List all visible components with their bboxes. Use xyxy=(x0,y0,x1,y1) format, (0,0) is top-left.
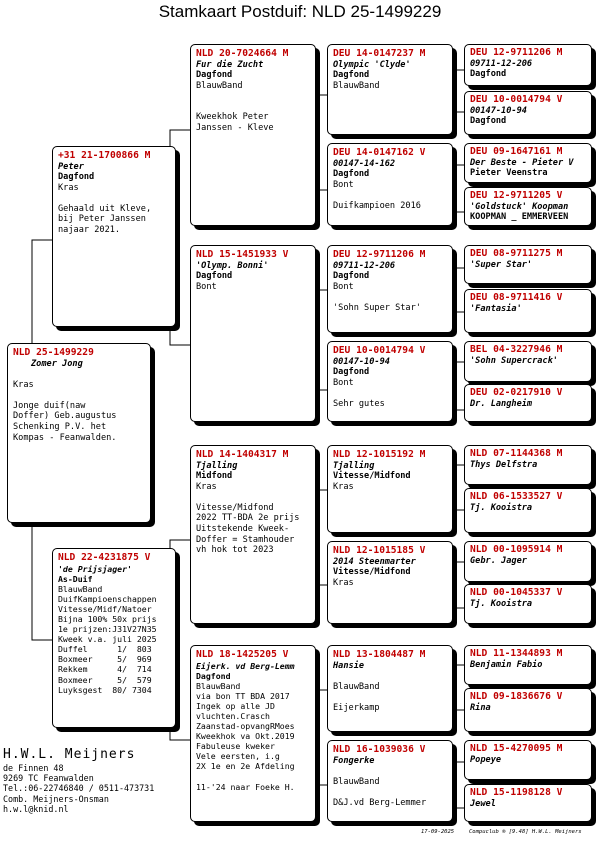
pigeon-color: BlauwBand xyxy=(196,680,241,691)
ring-number: NLD 15-1198128 V xyxy=(470,787,563,798)
ring-number: NLD 09-1836676 V xyxy=(470,691,563,702)
ring-number: DEU 12-9711206 M xyxy=(333,249,426,260)
ring-number: NLD 15-1451933 V xyxy=(196,249,289,260)
pigeon-color: Kras xyxy=(13,379,34,390)
pigeon-card-g4[interactable] xyxy=(464,584,592,624)
pigeon-color: Bont xyxy=(333,179,354,190)
pigeon-class: Dagfond xyxy=(333,169,370,180)
note-line: Vitesse/Midfond xyxy=(196,502,274,513)
pigeon-class xyxy=(333,671,447,682)
pigeon-name: Rina xyxy=(470,702,491,713)
pigeon-class: KOOPMAN _ EMMERVEEN xyxy=(470,212,569,223)
pigeon-card-mmf[interactable] xyxy=(327,645,453,732)
pigeon-card-g4[interactable] xyxy=(464,245,592,284)
pigeon-color: BlauwBand xyxy=(333,776,380,787)
pigeon-card-ff[interactable] xyxy=(190,44,316,226)
pigeon-class: As-Duif xyxy=(58,573,93,584)
note-line: vluchten.Crasch xyxy=(196,710,270,721)
note-line: 2022 TT-BDA 2e prijs xyxy=(196,513,300,524)
footer-date: 17-09-2025 xyxy=(421,829,455,835)
pigeon-name: Benjamin Fabio xyxy=(470,659,543,670)
owner-info xyxy=(3,746,154,814)
pigeon-card-ffm[interactable] xyxy=(327,143,453,226)
pigeon-card-g4[interactable] xyxy=(464,688,592,732)
owner-name: H.W.L. Meijners xyxy=(3,747,136,762)
footer-software: Compuclub ® [9.48] H.W.L. Meijners xyxy=(469,829,582,835)
result-row: Boxmeer 5/ 579 xyxy=(58,674,152,685)
pigeon-color: Bont xyxy=(196,281,217,292)
pigeon-card-g4[interactable] xyxy=(464,143,592,183)
pigeon-name: 00147-10-94 xyxy=(333,356,390,367)
pigeon-card-mother[interactable] xyxy=(52,548,176,728)
note-line: 2X 1e en 2e Afdeling xyxy=(196,761,295,772)
pigeon-class: Dagfond xyxy=(333,70,370,81)
ring-number: DEU 09-1647161 M xyxy=(470,146,563,157)
result-row: Boxmeer 5/ 969 xyxy=(58,654,152,665)
note-line xyxy=(333,388,447,399)
pigeon-class: Dagfond xyxy=(470,116,507,127)
pigeon-color: BlauwBand xyxy=(333,80,380,91)
ring-number: NLD 22-4231875 V xyxy=(58,552,151,563)
pigeon-name: Fur die Zucht xyxy=(196,59,264,70)
note-line xyxy=(333,692,447,703)
pigeon-name: Der Beste - Pieter V xyxy=(470,157,574,168)
pigeon-name: Dr. Langheim xyxy=(470,398,533,409)
note-line: via bon TT BDA 2017 xyxy=(196,690,290,701)
ring-number: NLD 11-1344893 M xyxy=(470,648,563,659)
pigeon-name: Popeye xyxy=(470,754,502,765)
note-line: 'Sohn Super Star' xyxy=(333,302,421,313)
pigeon-card-g4[interactable] xyxy=(464,91,592,135)
pigeon-name: 'Super Star' xyxy=(470,259,533,270)
pigeon-class: Dagfond xyxy=(333,271,370,282)
pigeon-name: Tjalling xyxy=(196,460,238,471)
note-line: DuifKampioenschappen xyxy=(58,593,157,604)
ring-number: NLD 12-1015192 M xyxy=(333,449,426,460)
note-line: vh hok tot 2023 xyxy=(196,545,274,556)
ring-number: NLD 25-1499229 xyxy=(13,347,94,358)
pigeon-card-g4[interactable] xyxy=(464,384,592,422)
pigeon-name: 'Sohn Supercrack' xyxy=(470,355,558,366)
ring-number: NLD 00-1045337 V xyxy=(470,587,563,598)
pigeon-name: Zomer Jong xyxy=(31,358,83,369)
note-line: Jonge duif(naw xyxy=(13,400,86,411)
pigeon-color: BlauwBand xyxy=(333,681,380,692)
note-line: Kompas - Feanwalden. xyxy=(13,432,117,443)
ring-number: DEU 10-0014794 V xyxy=(470,94,563,105)
note-line: Bijna 100% 50x prijs xyxy=(58,613,157,624)
note-line: Duifkampioen 2016 xyxy=(333,200,421,211)
ring-number: NLD 15-4270095 M xyxy=(470,743,563,754)
note-line xyxy=(333,292,447,303)
note-line xyxy=(196,102,310,113)
pigeon-class: Dagfond xyxy=(58,172,95,183)
note-line: Eijerkamp xyxy=(333,702,380,713)
pigeon-color: Bont xyxy=(333,281,354,292)
note-line: 1e prijzen:J31V27N35 xyxy=(58,624,157,635)
note-line: Ingek op alle JD xyxy=(196,700,275,711)
pigeon-card-fmf[interactable] xyxy=(327,245,453,333)
pigeon-card-g4[interactable] xyxy=(464,187,592,226)
pigeon-card-fff[interactable] xyxy=(327,44,453,135)
ring-number: DEU 10-0014794 V xyxy=(333,345,426,356)
note-line: Schenking P.V. het xyxy=(13,422,107,433)
note-line: Vele eersten, i.g xyxy=(196,751,280,762)
ring-number: NLD 06-1533527 V xyxy=(470,491,563,502)
note-line xyxy=(333,787,447,798)
note-line: Doffer = Stamhouder xyxy=(196,534,295,545)
pigeon-name: Tjalling xyxy=(333,460,375,471)
pigeon-class: Vitesse/Midfond xyxy=(333,471,411,482)
note-line: Kweek v.a. juli 2025 xyxy=(58,634,157,645)
pigeon-card-g4[interactable] xyxy=(464,44,592,86)
ring-number: DEU 14-0147162 V xyxy=(333,147,426,158)
note-line: bij Peter Janssen xyxy=(58,214,146,225)
pigeon-name: 'Olymp. Bonni' xyxy=(196,260,269,271)
result-row: Rekkem 4/ 714 xyxy=(58,664,152,675)
pigeon-name: 09711-12-206 xyxy=(470,58,533,69)
note-line: Sehr gutes xyxy=(333,398,385,409)
pigeon-class: Midfond xyxy=(196,471,233,482)
ring-number: NLD 20-7024664 M xyxy=(196,48,289,59)
ring-number: NLD 12-1015185 V xyxy=(333,545,426,556)
owner-city: 9269 TC Feanwalden xyxy=(3,773,94,784)
ring-number: BEL 04-3227946 M xyxy=(470,344,563,355)
pigeon-card-mfm[interactable] xyxy=(327,541,453,624)
note-line: D&J.vd Berg-Lemmer xyxy=(333,797,427,808)
pigeon-color: Kras xyxy=(196,481,217,492)
pigeon-name: 09711-12-206 xyxy=(333,260,396,271)
ring-number: NLD 14-1404317 M xyxy=(196,449,289,460)
race-results xyxy=(58,644,170,694)
pigeon-card-father[interactable] xyxy=(52,146,176,327)
pigeon-name: Peter xyxy=(58,161,84,172)
note-line xyxy=(196,91,310,102)
note-line: 11-'24 naar Foeke H. xyxy=(196,781,295,792)
pigeon-card-g4[interactable] xyxy=(464,541,592,582)
owner-email: h.w.l@knid.nl xyxy=(3,803,69,814)
pigeon-card-mf[interactable] xyxy=(190,445,316,624)
pigeon-color: Kras xyxy=(333,481,354,492)
ring-number: DEU 02-0217910 V xyxy=(470,387,563,398)
note-line: Janssen - Kleve xyxy=(196,123,274,134)
pigeon-card-g4[interactable] xyxy=(464,645,592,685)
ring-number: DEU 14-0147237 M xyxy=(333,48,426,59)
pigeon-name: 2014 Steenmarter xyxy=(333,556,416,567)
pigeon-card-g4[interactable] xyxy=(464,740,592,780)
note-line: Gehaald uit Kleve, xyxy=(58,203,152,214)
pigeon-card-g4[interactable] xyxy=(464,488,592,533)
pigeon-card-mm[interactable] xyxy=(190,645,316,822)
note-line: najaar 2021. xyxy=(58,225,121,236)
pigeon-name: Gebr. Jager xyxy=(470,555,527,566)
note-line xyxy=(333,190,447,201)
note-line: Doffer) Geb.augustus xyxy=(13,411,117,422)
pigeon-card-g4[interactable] xyxy=(464,341,592,382)
note-line: Kweekhok Peter xyxy=(196,112,269,123)
pigeon-card-mmm[interactable] xyxy=(327,740,453,822)
pigeon-class: Pieter Veenstra xyxy=(470,168,548,179)
ring-number: NLD 13-1804487 M xyxy=(333,649,426,660)
pigeon-name: Eijerk. vd Berg-Lemm xyxy=(196,660,295,671)
note-line xyxy=(196,492,310,503)
pigeon-class: Vitesse/Midfond xyxy=(333,567,411,578)
owner-street: de Finnen 48 xyxy=(3,763,64,773)
pigeon-class: Dagfond xyxy=(333,367,370,378)
pigeon-color: Kras xyxy=(333,577,354,588)
ring-number: NLD 00-1095914 M xyxy=(470,544,563,555)
ring-number: NLD 18-1425205 V xyxy=(196,649,289,660)
pigeon-class: Dagfond xyxy=(470,69,507,80)
pigeon-color: Kras xyxy=(58,182,79,193)
ring-number: DEU 12-9711205 V xyxy=(470,190,563,201)
pigeon-name: Fongerke xyxy=(333,755,375,766)
note-line: Vitesse/Midf/Natoer xyxy=(58,603,152,614)
owner-phone: Tel.:06-22746840 / 0511-473731 xyxy=(3,783,155,794)
result-row: Luyksgest 80/ 7304 xyxy=(58,684,152,695)
pigeon-card-g4[interactable] xyxy=(464,289,592,333)
pigeon-name: 00147-14-162 xyxy=(333,158,396,169)
ring-number: NLD 16-1039036 V xyxy=(333,744,426,755)
pigeon-name: Tj. Kooistra xyxy=(470,502,533,513)
ring-number: NLD 07-1144368 M xyxy=(470,448,563,459)
pigeon-card-subject[interactable] xyxy=(7,343,151,523)
pigeon-name: 00147-10-94 xyxy=(470,105,527,116)
pigeon-name: 'de Prijsjager' xyxy=(58,563,132,574)
pigeon-name: Tj. Kooistra xyxy=(470,598,533,609)
ring-number: DEU 08-9711275 M xyxy=(470,248,563,259)
ring-number: DEU 12-9711206 M xyxy=(470,47,563,58)
pigeon-name: Olympic 'Clyde' xyxy=(333,59,411,70)
pigeon-name: Thys Delfstra xyxy=(470,459,538,470)
owner-combination: Comb. Meijners-Onsman xyxy=(3,793,109,804)
pigeon-name: 'Fantasia' xyxy=(470,303,522,314)
pigeon-color: BlauwBand xyxy=(196,80,243,91)
pigeon-class: Dagfond xyxy=(196,70,233,81)
pigeon-card-g4[interactable] xyxy=(464,445,592,485)
ring-number: +31 21-1700866 M xyxy=(58,150,151,161)
pigeon-name: 'Goldstuck' Koopman xyxy=(470,201,569,212)
pigeon-card-g4[interactable] xyxy=(464,784,592,822)
pigeon-color: Bont xyxy=(333,377,354,388)
page-title: Stamkaart Postduif: NLD 25-1499229 xyxy=(158,2,442,21)
pigeon-class: Dagfond xyxy=(196,670,231,681)
pigeon-name: Jewel xyxy=(470,798,496,809)
note-line: Fabuleuse kweker xyxy=(196,741,275,752)
result-row: Duffel 1/ 803 xyxy=(58,644,152,655)
note-line xyxy=(196,772,310,782)
pigeon-card-fm[interactable] xyxy=(190,245,316,422)
pigeon-class xyxy=(333,766,447,777)
note-line: Kweekhok va Okt.2019 xyxy=(196,731,295,742)
pigeon-class: Dagfond xyxy=(196,271,233,282)
pigeon-card-mff[interactable] xyxy=(327,445,453,533)
note-line: Zaanstad-opvangRMoes xyxy=(196,721,295,732)
ring-number: DEU 08-9711416 V xyxy=(470,292,563,303)
pigeon-name: Hansie xyxy=(333,660,365,671)
note-line: Uitstekende Kweek- xyxy=(196,524,290,535)
pigeon-card-fmm[interactable] xyxy=(327,341,453,422)
pigeon-color: BlauwBand xyxy=(58,583,103,594)
